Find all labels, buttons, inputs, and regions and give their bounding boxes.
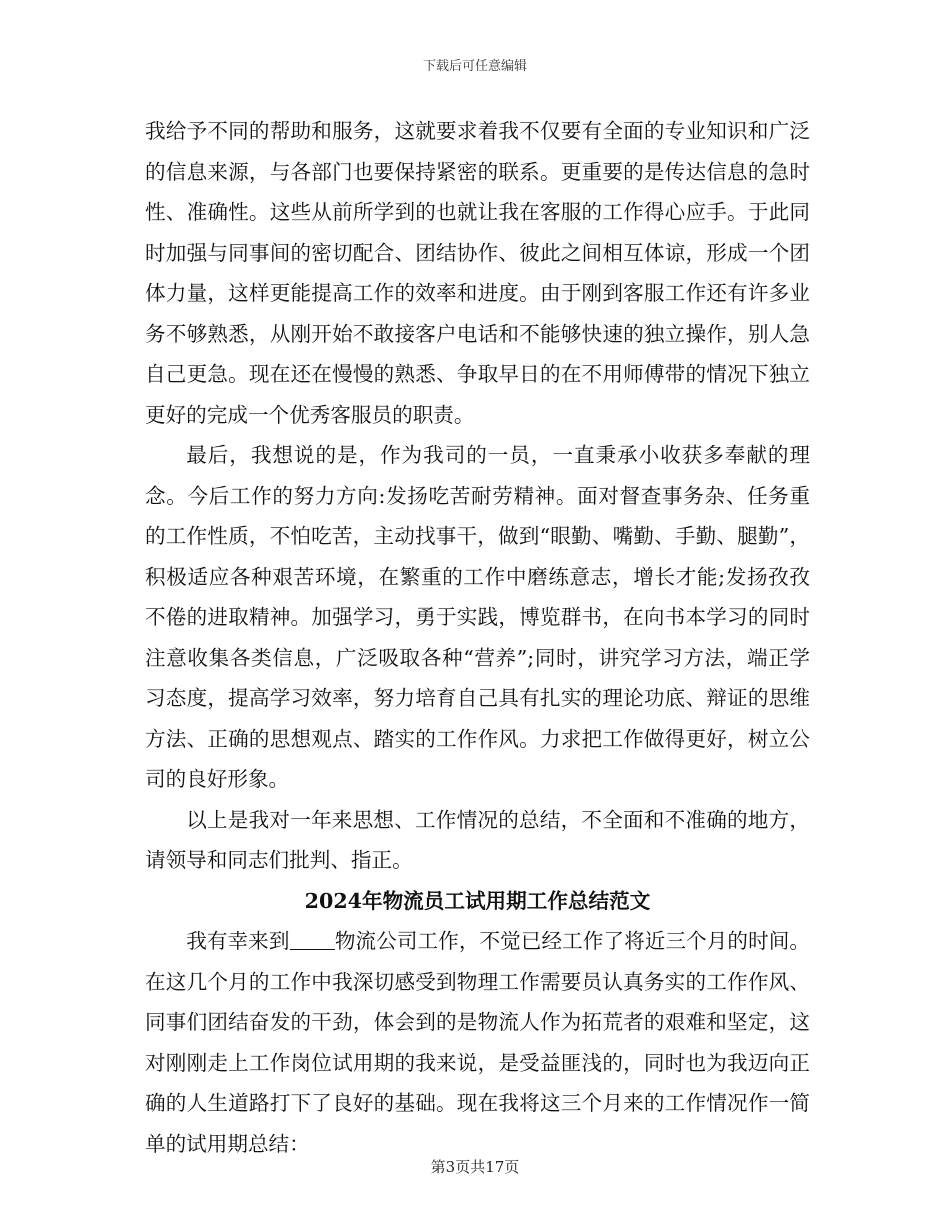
paragraph-1: 我给予不同的帮助和服务，这就要求着我不仅要有全面的专业知识和广泛的信息来源，与各部门也要保持紧密的联系。更重要的是传达信息的急时性、准确性。这些从前所学到的也就让我在客服的工作得心应手。于此同时加强与同事间的密切配合、团结协作、彼此之间相互体谅，形成一个团体力量，这样更能提高工作的效率和进度。由于刚到客服工作还有许多业务不够熟悉，从刚开始不敢接客户电话和不能够快速的独立操作，别人急自己更急。现在还在慢慢的熟悉、争取早日的在不用师傅带的情况下独立更好的完成一个优秀客服员的职责。 — [145, 119, 810, 427]
paragraph-3: 以上是我对一年来思想、工作情况的总结，不全面和不准确的地方，请领导和同志们批判、指正。 — [145, 807, 810, 872]
section-title: 2024年物流员工试用期工作总结范文 — [304, 888, 651, 913]
document-body — [145, 111, 810, 1164]
paragraph-4-start: 我有幸来到 — [186, 929, 290, 953]
paragraph-4 — [145, 921, 810, 1164]
fill-in-blank — [290, 928, 335, 950]
page-footer: 第3页共17页 — [430, 1158, 520, 1176]
page-header: 下载后可任意编辑 — [422, 59, 527, 74]
paragraph-4-rest: 物流公司工作，不觉已经工作了将近三个月的时间。在这几个月的工作中我深切感受到物理工作需要员认真务实的工作作风、同事们团结奋发的干劲，体会到的是物流人作为拓荒者的艰难和坚定，这对刚刚走上工作岗位试用期的我来说，是受益匪浅的，同时也为我迈向正确的人生道路打下了良好的基础。现在我将这三个月来的工作情况作一简单的试用期总结： — [145, 929, 811, 1156]
paragraph-2: 最后，我想说的是，作为我司的一员，一直秉承小收获多奉献的理念。今后工作的努力方向:发扬吃苦耐劳精神。面对督查事务杂、任务重的工作性质，不怕吃苦，主动找事干，做到“眼勤、嘴勤、手勤、腿勤”，积极适应各种艰苦环境，在繁重的工作中磨练意志，增长才能;发扬孜孜不倦的进取精神。加强学习，勇于实践，博览群书，在向书本学习的同时注意收集各类信息，广泛吸取各种“营养”;同时，讲究学习方法，端正学习态度，提高学习效率，努力培育自己具有扎实的理论功底、辩证的思维方法、正确的思想观点、踏实的工作作风。力求把工作做得更好，树立公司的良好形象。 — [145, 443, 810, 791]
